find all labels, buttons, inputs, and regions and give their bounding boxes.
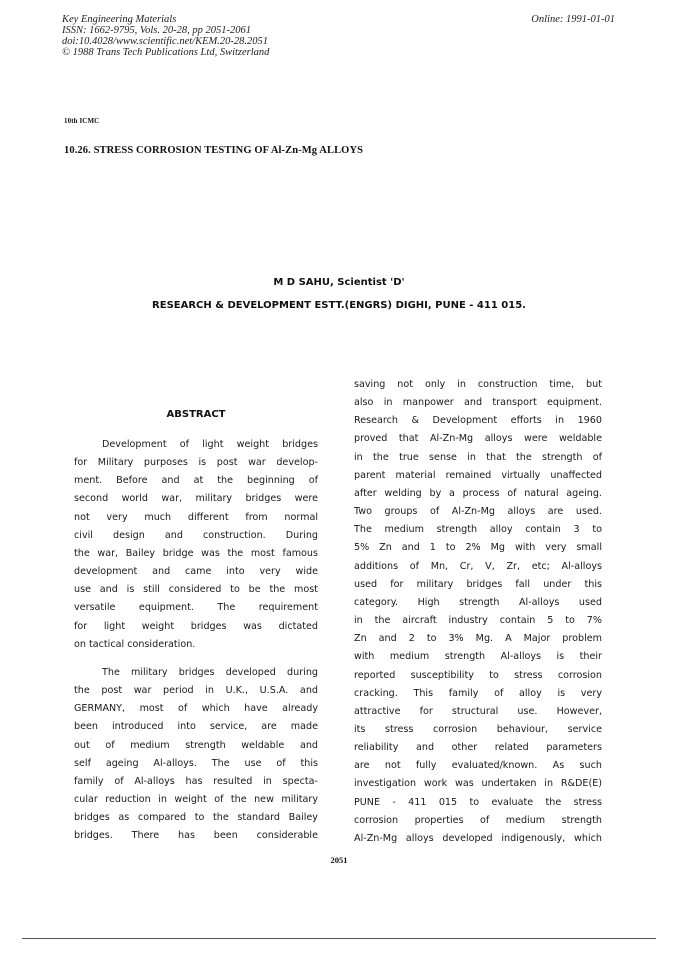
text-line: Research & Development efforts in 1960 [354,415,602,427]
text-line: for Military purposes is post war develop- [74,457,318,469]
copyright-line: © 1988 Trans Tech Publications Ltd, Switzerland [62,47,270,58]
text-line: bridges. There has been considerable [74,830,318,842]
text-line: not very much different from normal [74,511,318,523]
text-line: family of Al-alloys has resulted in specta- [74,775,318,787]
text-line: for light weight bridges was dictated [74,620,318,632]
text-line: second world war, military bridges were [74,493,318,505]
abstract-paragraph-1 [74,436,318,654]
text-line: also in manpower and transport equipment. [354,397,602,409]
text-line: GERMANY, most of which have already [74,703,318,715]
text-line: the post war period in U.K., U.S.A. and [74,685,318,697]
text-line: in the true sense in that the strength of [354,451,602,463]
text-line: cracking. This family of alloy is very [354,687,602,699]
text-line: parent material remained virtually unaffected [354,469,602,481]
text-line: the war, Bailey bridge was the most famous [74,547,318,559]
issn-line: ISSN: 1662-9795, Vols. 20-28, pp 2051-2061 [62,25,251,36]
right-column-text [354,376,602,848]
text-line: investigation work was undertaken in R&DE(E) [354,778,602,790]
page-number: 2051 [330,855,348,865]
text-line: Zn and 2 to 3% Mg. A Major problem [354,633,602,645]
journal-name: Key Engineering Materials [62,14,177,25]
text-line: with medium strength Al-alloys is their [354,651,602,663]
text-line: reported susceptibility to stress corrosion [354,669,602,681]
text-line: Development of light weight bridges [102,439,318,450]
text-line: proved that Al-Zn-Mg alloys were weldable [354,433,602,445]
text-line: saving not only in construction time, but [354,379,602,390]
text-line: Al-Zn-Mg alloys developed indigenously, which [354,832,602,844]
text-line: its stress corrosion behaviour, service [354,723,602,735]
text-line: cular reduction in weight of the new military [74,794,318,806]
text-line: Two groups of Al-Zn-Mg alloys are used. [354,506,602,518]
text-line: attractive for structural use. However, [354,705,602,717]
affiliation-line: RESEARCH & DEVELOPMENT ESTT.(ENGRS) DIGHI, PUNE - 411 015. [152,300,526,311]
text-line: on tactical consideration. [74,638,196,650]
abstract-heading: ABSTRACT [166,409,226,420]
text-line: civil design and construction. During [74,529,318,541]
conference-label: 10th ICMC [64,117,100,125]
text-line: use and is still considered to be the most [74,584,318,596]
paper-title: 10.26. STRESS CORROSION TESTING OF Al-Zn-Mg ALLOYS [64,145,364,156]
text-line: used for military bridges fall under this [354,578,602,590]
text-line: The military bridges developed during [102,667,318,678]
author-line: M D SAHU, Scientist 'D' [273,277,405,288]
text-line: versatile equipment. The requirement [74,602,318,614]
journal-header [62,14,269,58]
text-line: category. High strength Al-alloys used [354,596,602,608]
text-line: are not fully evaluated/known. As such [354,760,602,772]
text-line: additions of Mn, Cr, V, Zr, etc; Al-alloys [354,560,602,572]
bottom-rule [22,938,656,939]
text-line: bridges as compared to the standard Bailey [74,812,318,824]
text-line: out of medium strength weldable and [74,739,318,751]
text-line: reliability and other related parameters [354,742,602,754]
text-line: self ageing Al-alloys. The use of this [74,757,318,769]
text-line: ment. Before and at the beginning of [74,475,318,487]
text-line: PUNE - 411 015 to evaluate the stress [354,796,602,808]
text-line: corrosion properties of medium strength [354,814,602,826]
doi-line[interactable]: doi:10.4028/www.scientific.net/KEM.20-28.2051 [62,36,268,47]
abstract-paragraph-2 [74,664,318,846]
text-line: in the aircraft industry contain 5 to 7% [354,615,602,627]
text-line: development and came into very wide [74,566,318,578]
online-date: Online: 1991-01-01 [531,14,615,25]
text-line: been introduced into service, are made [74,721,318,733]
text-line: after welding by a process of natural ageing. [354,487,602,499]
text-line: The medium strength alloy contain 3 to [354,524,602,536]
text-line: 5% Zn and 1 to 2% Mg with very small [354,542,602,554]
